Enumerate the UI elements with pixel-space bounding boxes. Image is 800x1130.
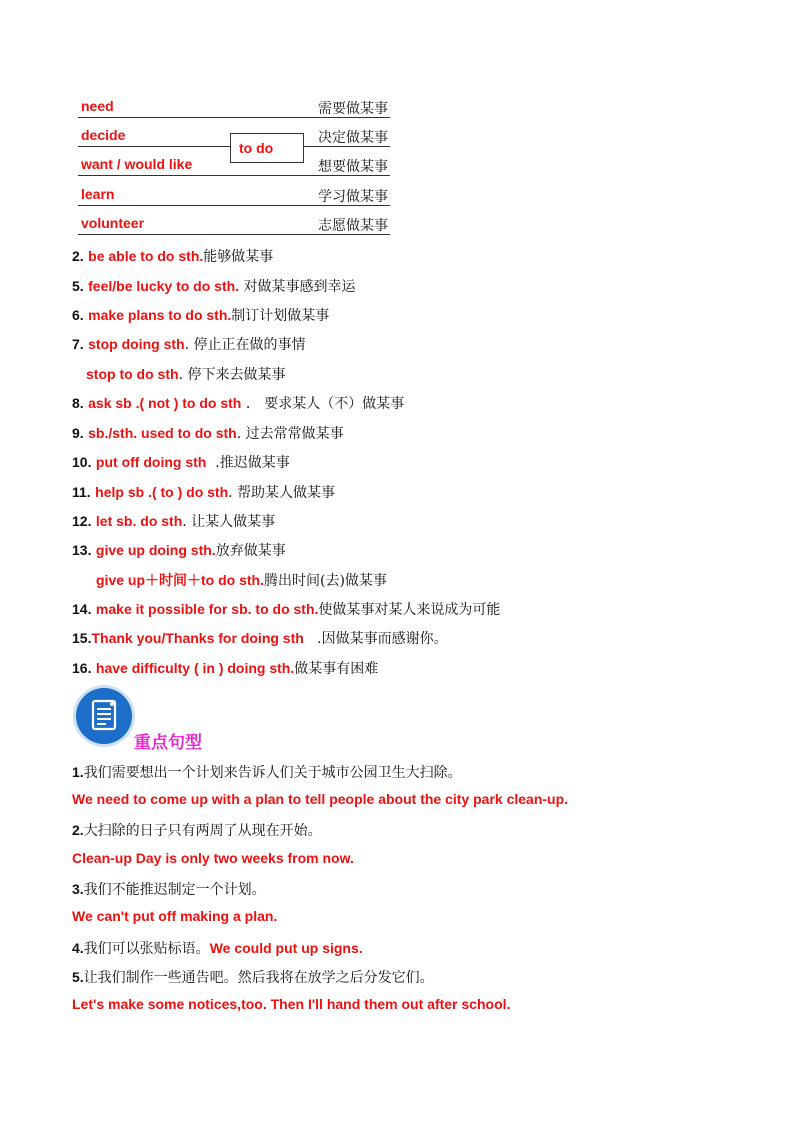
item-number: 12. bbox=[72, 513, 92, 529]
sentence-cn-text: 我们可以张贴标语。 bbox=[83, 941, 210, 957]
verb-text: want / would like bbox=[81, 156, 193, 172]
phrase-item bbox=[72, 511, 275, 535]
sentence-cn-text: 大扫除的日子只有两周了从现在开始。 bbox=[83, 823, 322, 839]
sentence-cn-text: 我们不能推迟制定一个计划。 bbox=[83, 882, 266, 898]
item-phrase: help sb .( to ) do sth bbox=[95, 484, 229, 500]
item-number: 14. bbox=[72, 601, 92, 617]
verb-row bbox=[78, 215, 390, 237]
item-phrase: make it possible for sb. to do sth. bbox=[95, 601, 319, 617]
item-meaning: 放弃做某事 bbox=[215, 543, 286, 559]
sentence-cn bbox=[72, 967, 434, 987]
document-icon bbox=[76, 688, 132, 744]
verb-text: need bbox=[81, 98, 114, 114]
phrase-item bbox=[86, 364, 285, 388]
sentence-cn bbox=[72, 879, 266, 899]
item-phrase: give up doing sth. bbox=[95, 542, 216, 558]
verb-meaning: 志愿做某事 bbox=[318, 218, 388, 234]
item-number: 10. bbox=[72, 454, 92, 470]
item-phrase: give up＋时间＋to do sth. bbox=[96, 572, 264, 588]
item-number: 2. bbox=[72, 248, 84, 264]
sentence-number: 2. bbox=[72, 822, 84, 838]
item-phrase: let sb. do sth bbox=[95, 513, 183, 529]
verb-row bbox=[78, 186, 390, 208]
verb-meaning: 需要做某事 bbox=[318, 101, 388, 117]
verb-text: decide bbox=[81, 127, 126, 143]
phrase-item bbox=[72, 276, 356, 300]
item-number: 5. bbox=[72, 278, 84, 294]
item-meaning: . 让某人做某事 bbox=[182, 514, 276, 530]
to-do-box bbox=[230, 133, 304, 163]
item-phrase: stop to do sth bbox=[86, 366, 179, 382]
item-meaning: . 过去常常做某事 bbox=[236, 426, 344, 442]
item-number: 13. bbox=[72, 542, 92, 558]
sentence-cn bbox=[72, 762, 462, 782]
verb-meaning: 学习做某事 bbox=[318, 189, 388, 205]
sentence-en: We can't put off making a plan. bbox=[72, 908, 278, 924]
phrase-item bbox=[96, 570, 387, 594]
item-meaning: . 停止正在做的事情 bbox=[184, 337, 306, 353]
item-meaning: 使做某事对某人来说成为可能 bbox=[318, 602, 501, 618]
item-meaning: 腾出时间(去)做某事 bbox=[264, 573, 387, 589]
section-title: 重点句型 bbox=[134, 733, 202, 753]
phrase-item bbox=[72, 628, 448, 652]
item-number: 16. bbox=[72, 660, 92, 676]
sentence-cn bbox=[72, 820, 322, 840]
item-meaning: 做某事有困难 bbox=[294, 661, 379, 677]
sentence-cn bbox=[72, 938, 363, 958]
item-meaning: .因做某事而感谢你。 bbox=[317, 631, 448, 647]
item-meaning: . 帮助某人做某事 bbox=[228, 485, 336, 501]
item-phrase: ask sb .( not ) to do sth bbox=[88, 395, 242, 411]
phrase-item bbox=[72, 305, 329, 329]
phrase-item bbox=[72, 540, 286, 564]
to-do-label: to do bbox=[239, 140, 274, 156]
item-phrase: have difficulty ( in ) doing sth. bbox=[95, 660, 295, 676]
sentence-en: Clean-up Day is only two weeks from now. bbox=[72, 850, 354, 866]
item-phrase: Thank you/Thanks for doing sth bbox=[91, 630, 304, 646]
item-phrase: stop doing sth bbox=[88, 336, 185, 352]
item-meaning: ． 要求某人（不）做某事 bbox=[245, 396, 405, 412]
verb-text: learn bbox=[81, 186, 115, 202]
verb-meaning: 决定做某事 bbox=[318, 130, 388, 146]
item-meaning: .推迟做某事 bbox=[215, 455, 290, 471]
item-meaning: . 停下来去做某事 bbox=[178, 367, 286, 383]
sentence-number: 5. bbox=[72, 969, 84, 985]
item-number: 11. bbox=[72, 484, 91, 500]
phrase-item bbox=[72, 452, 290, 476]
item-phrase: put off doing sth bbox=[95, 454, 207, 470]
verb-row bbox=[78, 98, 390, 120]
sentence-en: Let's make some notices,too. Then I'll hand them out after school. bbox=[72, 996, 511, 1012]
sentence-number: 1. bbox=[72, 764, 84, 780]
phrase-item bbox=[72, 599, 500, 623]
item-phrase: feel/be lucky to do sth. bbox=[88, 278, 240, 294]
sentence-number: 3. bbox=[72, 881, 84, 897]
item-number: 9. bbox=[72, 425, 84, 441]
sentence-en: We need to come up with a plan to tell people about the city park clean-up. bbox=[72, 791, 569, 807]
sentence-cn-text: 我们需要想出一个计划来告诉人们关于城市公园卫生大扫除。 bbox=[83, 765, 462, 781]
item-number: 6. bbox=[72, 307, 84, 323]
item-meaning: 对做某事感到幸运 bbox=[243, 279, 356, 295]
verb-text: volunteer bbox=[81, 215, 145, 231]
phrase-item bbox=[72, 246, 273, 270]
phrase-item bbox=[72, 423, 344, 447]
item-number: 15. bbox=[72, 630, 92, 646]
phrase-item bbox=[72, 393, 404, 417]
item-phrase: be able to do sth. bbox=[88, 248, 204, 264]
item-meaning: 制订计划做某事 bbox=[231, 308, 330, 324]
item-phrase: sb./sth. used to do sth bbox=[88, 425, 237, 441]
item-number: 8. bbox=[72, 395, 84, 411]
item-phrase: make plans to do sth. bbox=[88, 307, 232, 323]
item-number: 7. bbox=[72, 336, 84, 352]
item-meaning: 能够做某事 bbox=[203, 249, 274, 265]
verb-meaning: 想要做某事 bbox=[318, 159, 388, 175]
sentence-en-inline: We could put up signs. bbox=[209, 940, 363, 956]
sentence-cn-text: 让我们制作一些通告吧。然后我将在放学之后分发它们。 bbox=[83, 970, 434, 986]
sentence-number: 4. bbox=[72, 940, 84, 956]
phrase-item bbox=[72, 658, 378, 682]
phrase-item bbox=[72, 334, 305, 358]
phrase-item bbox=[72, 482, 335, 506]
